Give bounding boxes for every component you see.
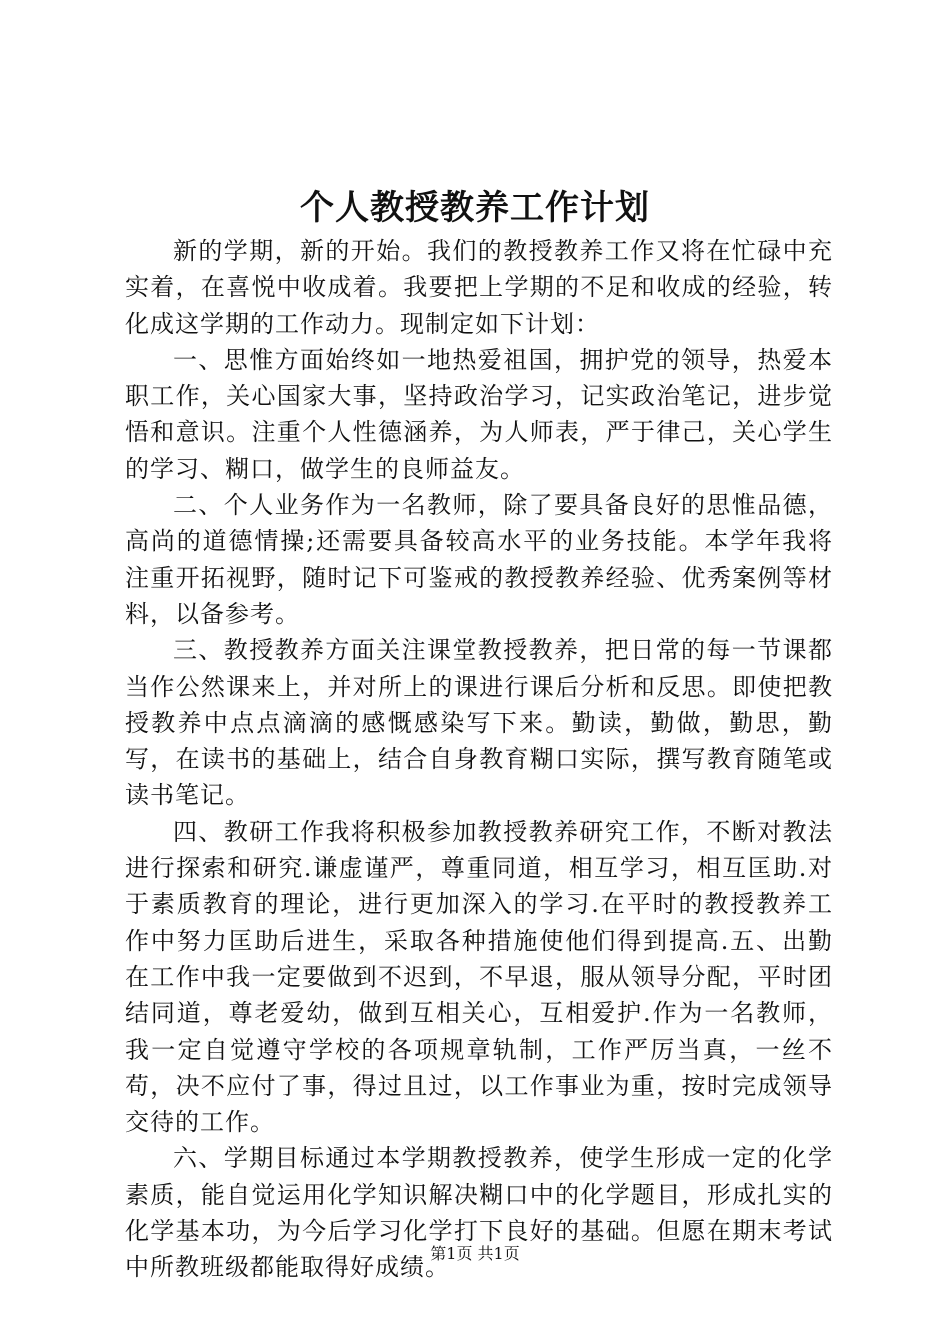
page-footer: 第1页 共1页 bbox=[430, 1244, 520, 1263]
paragraph-research: 四、教研工作我将积极参加教授教养研究工作，不断对教法进行探索和研究.谦虚谨严，尊重同道，相互学习，相互匡助.对于素质教育的理论，进行更加深入的学习.在平时的教授教养工作中努力匡助后进生，采取各种措施使他们得到提高.五、出勤在工作中我一定要做到不迟到，不早退，服从领导分配，平时团结同道，尊老爱幼，做到互相关心，互相爱护.作为一名教师，我一定自觉遵守学校的各项规章轨制，工作严厉当真，一丝不苟，决不应付了事，得过且过，以工作事业为重，按时完成领导交待的工作。 bbox=[125, 817, 833, 1137]
paragraph-teaching: 三、教授教养方面关注课堂教授教养，把日常的每一节课都当作公然课来上，并对所上的课进行课后分析和反思。即使把教授教养中点点滴滴的感慨感染写下来。勤读，勤做，勤思，勤写，在读书的基础上，结合自身教育糊口实际，撰写教育随笔或读书笔记。 bbox=[125, 636, 833, 810]
paragraph-goals: 六、学期目标通过本学期教授教养，使学生形成一定的化学素质，能自觉运用化学知识解决糊口中的化学题目，形成扎实的化学基本功，为今后学习化学打下良好的基础。但愿在期末考试中所教班级都能取得好成绩。 bbox=[125, 1144, 833, 1282]
paragraph-thought: 一、思惟方面始终如一地热爱祖国，拥护党的领导，热爱本职工作，关心国家大事，坚持政治学习，记实政治笔记，进步觉悟和意识。注重个人性德涵养，为人师表，严于律己，关心学生的学习、糊口，做学生的良师益友。 bbox=[125, 345, 833, 483]
paragraph-intro: 新的学期，新的开始。我们的教授教养工作又将在忙碌中充实着，在喜悦中收成着。我要把上学期的不足和收成的经验，转化成这学期的工作动力。现制定如下计划： bbox=[125, 237, 833, 338]
document-body bbox=[125, 233, 833, 1286]
paragraph-professional: 二、个人业务作为一名教师，除了要具备良好的思惟品德，高尚的道德情操;还需要具备较高水平的业务技能。本学年我将注重开拓视野，随时记下可鉴戒的教授教养经验、优秀案例等材料，以备参考。 bbox=[125, 491, 833, 628]
document-title: 个人教授教养工作计划 bbox=[300, 188, 650, 228]
